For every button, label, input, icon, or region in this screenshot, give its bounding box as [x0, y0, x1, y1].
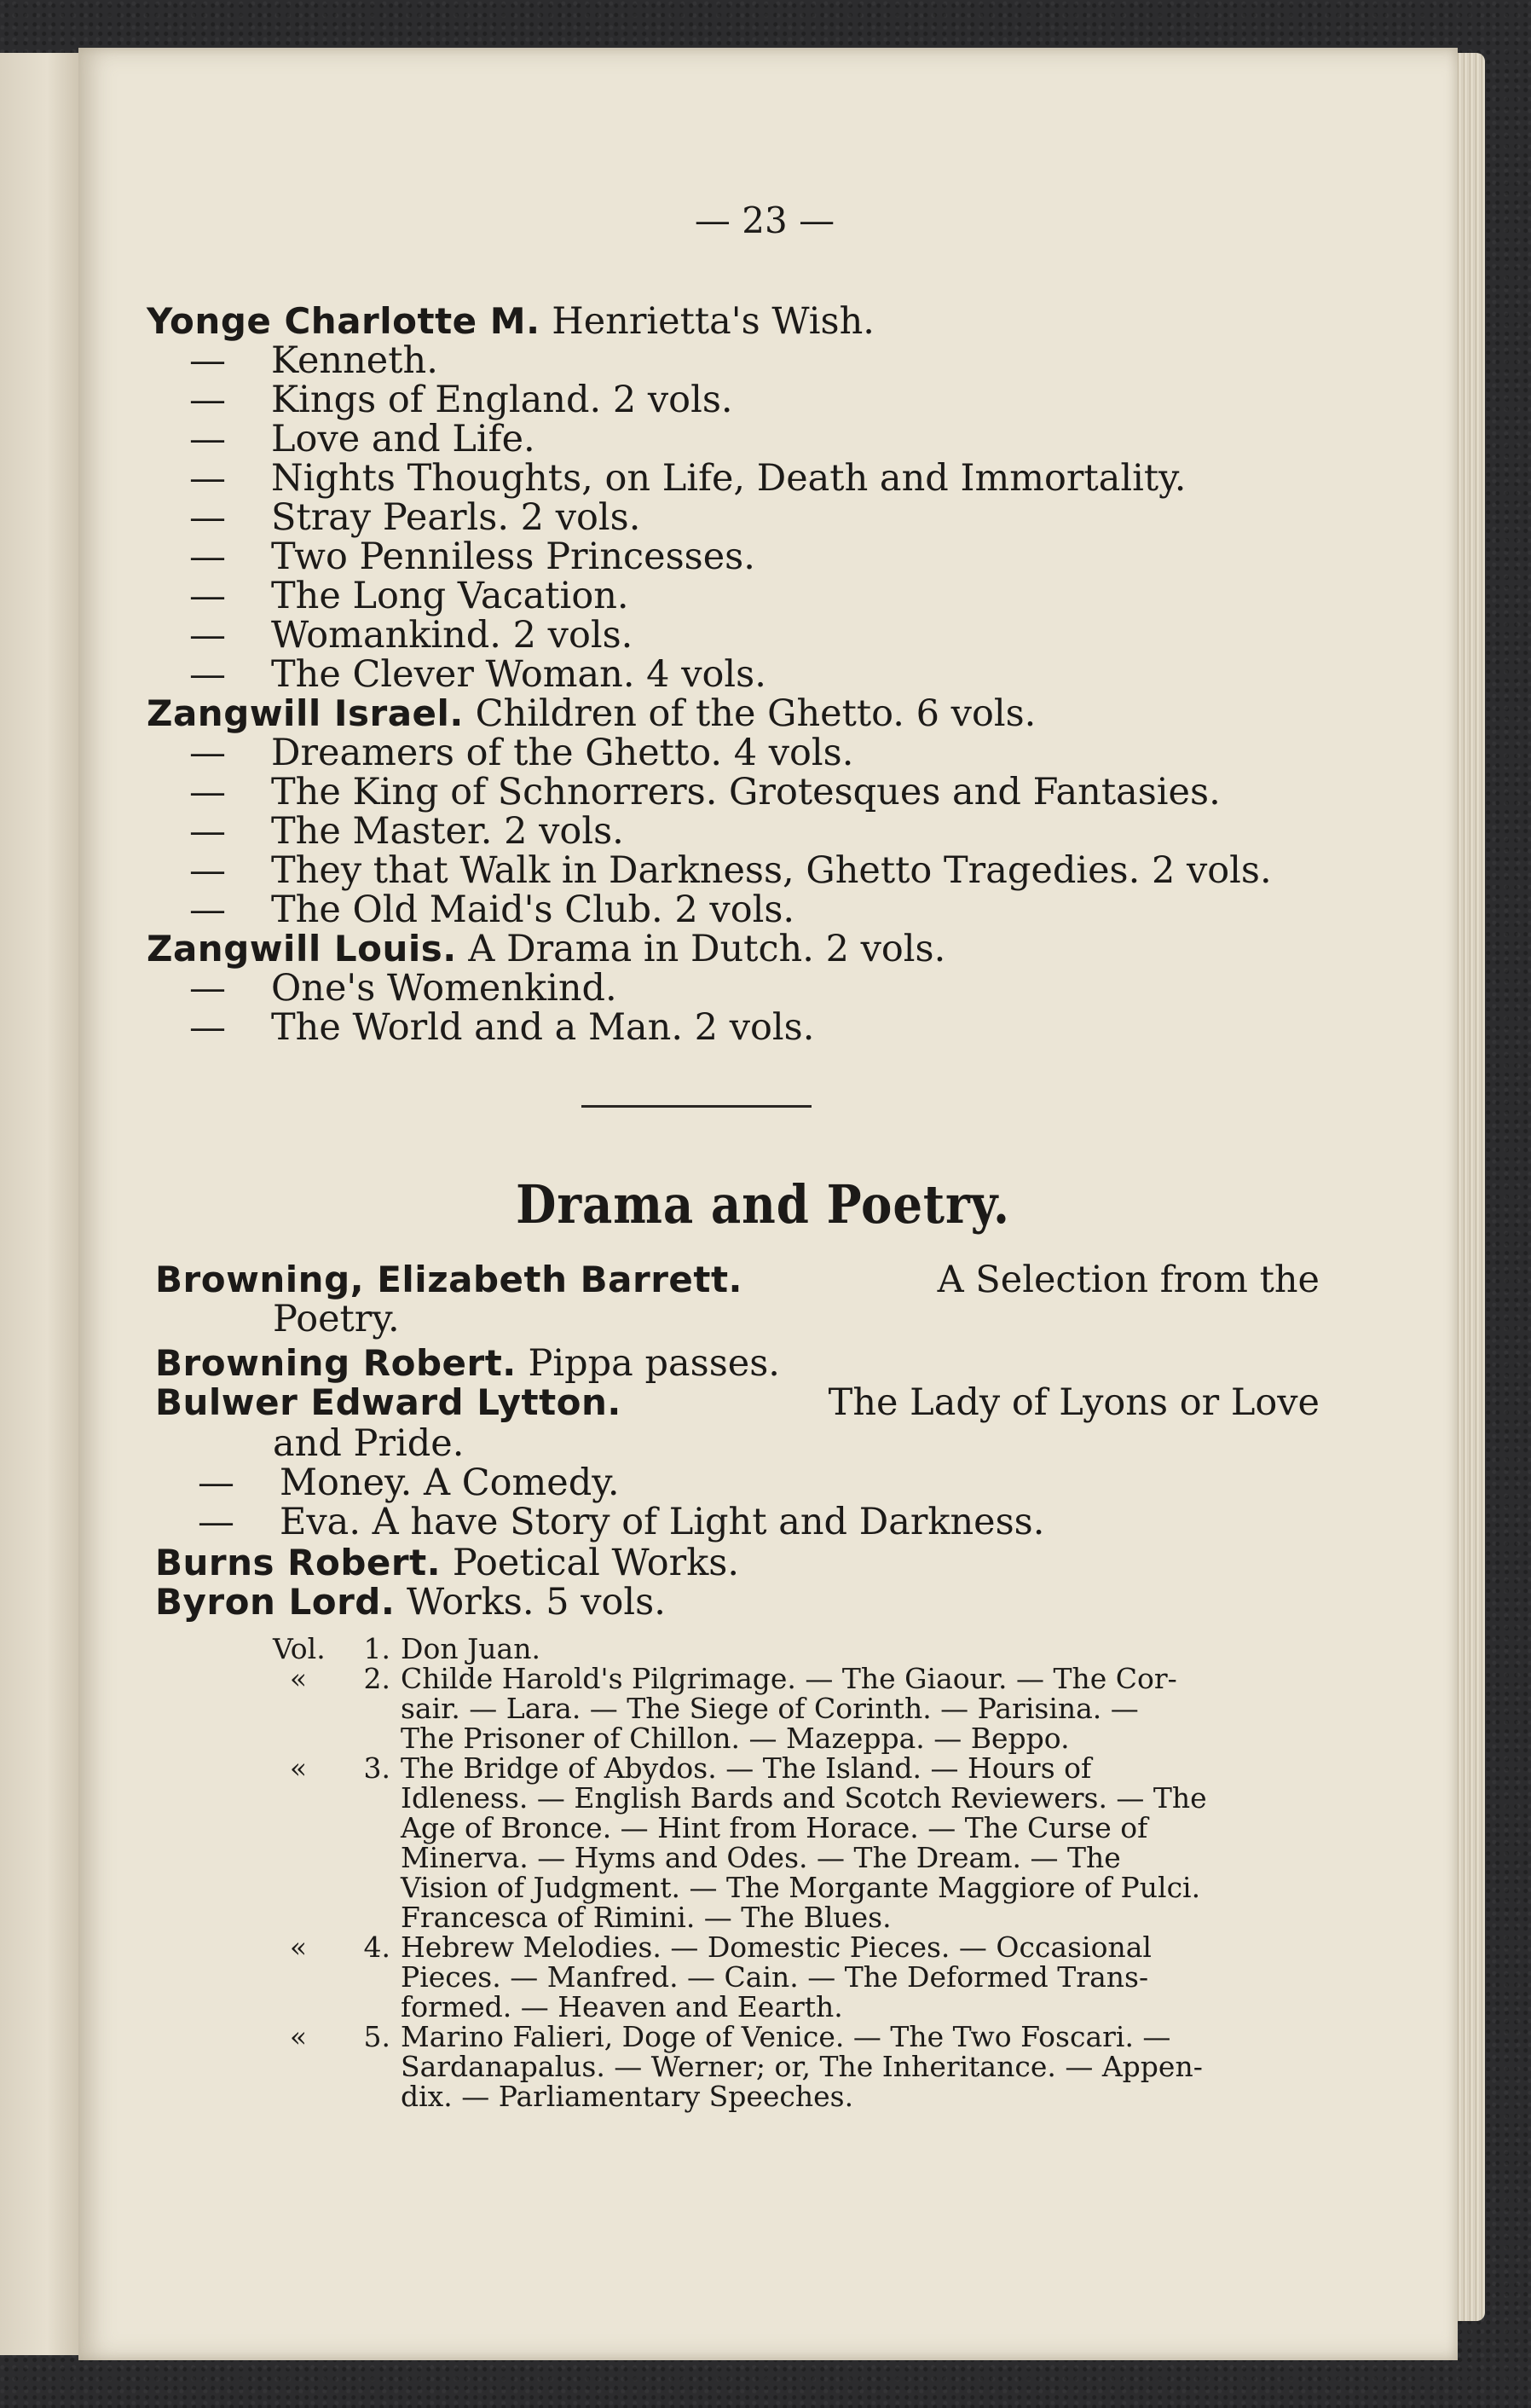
section-divider — [581, 1105, 812, 1108]
volume-contents — [401, 1753, 1253, 1932]
entry-browning-r — [155, 1344, 780, 1383]
volume-line: Minerva. — Hyms and Odes. — The Dream. — The — [401, 1841, 1121, 1874]
volume-contents — [401, 1932, 1253, 2022]
author-name: Zangwill Israel. — [147, 692, 464, 734]
volume-line: Sardanapalus. — Werner; or, The Inheritance. — Appen- — [401, 2050, 1203, 2083]
volume-line: sair. — Lara. — The Siege of Corinth. — Parisina. — — [401, 1692, 1139, 1725]
volume-prefix: « — [289, 1751, 308, 1785]
volume-entry — [273, 2022, 1253, 2111]
catalog-entry — [189, 890, 794, 929]
volume-label — [273, 1664, 401, 1753]
volume-prefix: « — [289, 2020, 308, 2053]
volume-line: Francesca of Rimini. — The Blues. — [401, 1901, 892, 1934]
ditto-dash: — — [198, 1501, 234, 1543]
entry-continuation: and Pride. — [273, 1422, 465, 1465]
volume-label — [273, 1634, 401, 1664]
ditto-dash: — — [189, 889, 226, 931]
ditto-dash: — — [189, 339, 226, 382]
volume-line: dix. — Parliamentary Speeches. — [401, 2080, 854, 2113]
catalog-entry — [189, 616, 633, 655]
entry-title: The King of Schnorrers. Grotesques and Fantasies. — [271, 771, 1221, 813]
volume-line: The Prisoner of Chillon. — Mazeppa. — Beppo. — [401, 1722, 1070, 1755]
catalog-entry — [189, 773, 1221, 812]
volume-line: Hebrew Melodies. — Domestic Pieces. — Occasional — [401, 1930, 1152, 1964]
ditto-dash: — — [189, 535, 226, 578]
page-number: — 23 — — [694, 200, 835, 241]
ditto-dash: — — [189, 653, 226, 696]
volume-line: formed. — Heaven and Eearth. — [401, 1990, 843, 2023]
entry-title: Money. A Comedy. — [280, 1462, 620, 1504]
ditto-dash: — — [189, 810, 226, 853]
ditto-dash: — — [189, 1006, 226, 1049]
entry-title: Nights Thoughts, on Life, Death and Immortality. — [271, 457, 1187, 500]
entry-title: The World and a Man. 2 vols. — [271, 1006, 815, 1049]
catalog-entry — [189, 851, 1272, 890]
volume-line: Pieces. — Manfred. — Cain. — The Deformed Trans- — [401, 1960, 1149, 1994]
entry-title: The Clever Woman. 4 vols. — [271, 653, 766, 696]
entry-title: Two Penniless Princesses. — [271, 535, 755, 578]
entry-browning-eb — [155, 1260, 1320, 1300]
volume-prefix: « — [289, 1662, 308, 1695]
entry-burns — [155, 1543, 739, 1583]
catalog-entry — [189, 459, 1186, 498]
entry-title: The Long Vacation. — [271, 575, 629, 617]
ditto-dash: — — [189, 849, 226, 892]
volume-line: Marino Falieri, Doge of Venice. — The Two Foscari. — — [401, 2020, 1171, 2053]
catalog-entry — [189, 969, 617, 1008]
page-content — [78, 48, 1458, 2360]
volume-prefix: « — [289, 1930, 308, 1964]
entry-title: A Selection from the — [937, 1259, 1320, 1301]
catalog-entry — [147, 302, 875, 341]
ditto-dash: — — [198, 1462, 234, 1504]
entry-title: They that Walk in Darkness, Ghetto Tragedies. 2 vols. — [271, 849, 1272, 892]
entry-title: The Old Maid's Club. 2 vols. — [271, 889, 795, 931]
volume-line: Age of Bronce. — Hint from Horace. — The Curse of — [401, 1811, 1148, 1844]
volume-number: 5. — [363, 2020, 390, 2053]
volume-line: Childe Harold's Pilgrimage. — The Giaour. — The Cor- — [401, 1662, 1177, 1695]
entry-title: Eva. A have Story of Light and Darkness. — [280, 1501, 1045, 1543]
entry-bulwer — [155, 1383, 1320, 1422]
author-name: Byron Lord. — [155, 1581, 396, 1623]
volume-number: 3. — [363, 1751, 390, 1785]
entry-title: Kenneth. — [271, 339, 438, 382]
entry-title: Children of the Ghetto. 6 vols. — [475, 692, 1037, 735]
ditto-dash: — — [189, 496, 226, 539]
book-page — [78, 48, 1458, 2360]
entry-title: Henrietta's Wish. — [552, 300, 875, 343]
catalog-entry — [189, 341, 438, 380]
volume-number: 4. — [363, 1930, 390, 1964]
catalog-entry — [189, 420, 535, 459]
catalog-entry — [189, 498, 640, 537]
entry-money — [198, 1463, 620, 1502]
author-name: Yonge Charlotte M. — [147, 300, 540, 342]
entry-title: One's Womenkind. — [271, 967, 617, 1010]
volume-number: 2. — [363, 1662, 390, 1695]
entry-title: Poetical Works. — [452, 1542, 740, 1584]
volume-line: Idleness. — English Bards and Scotch Reviewers. — The — [401, 1781, 1207, 1815]
catalog-entry — [189, 537, 755, 576]
catalog-entry — [147, 694, 1036, 733]
catalog-entry — [189, 655, 766, 694]
ditto-dash: — — [189, 771, 226, 813]
volume-contents — [401, 1634, 1253, 1664]
volume-label — [273, 1753, 401, 1932]
ditto-dash: — — [189, 967, 226, 1010]
ditto-dash: — — [189, 379, 226, 421]
volume-label — [273, 1932, 401, 2022]
author-name: Browning, Elizabeth Barrett. — [155, 1259, 743, 1300]
entry-title: Kings of England. 2 vols. — [271, 379, 733, 421]
entry-title: Pippa passes. — [528, 1342, 780, 1385]
author-name: Burns Robert. — [155, 1542, 442, 1583]
volume-label — [273, 2022, 401, 2111]
entry-title: The Lady of Lyons or Love — [828, 1381, 1320, 1424]
author-name: Browning Robert. — [155, 1342, 517, 1384]
volume-entry — [273, 1753, 1253, 1932]
volume-line: Don Juan. — [401, 1632, 540, 1665]
entry-title: Stray Pearls. 2 vols. — [271, 496, 641, 539]
volume-line: Vision of Judgment. — The Morgante Maggiore of Pulci. — [401, 1871, 1201, 1904]
volume-contents — [401, 1664, 1253, 1753]
entry-title: Womankind. 2 vols. — [271, 614, 633, 657]
entry-title: Love and Life. — [271, 418, 535, 460]
volume-entry — [273, 1664, 1253, 1753]
entry-title: A Drama in Dutch. 2 vols. — [468, 928, 946, 970]
volume-entry — [273, 1634, 1253, 1664]
ditto-dash: — — [189, 614, 226, 657]
entry-byron — [155, 1583, 666, 1622]
catalog-entry — [189, 380, 733, 420]
volume-number: 1. — [363, 1632, 390, 1665]
catalog-entry — [189, 1008, 814, 1047]
entry-title: The Master. 2 vols. — [271, 810, 624, 853]
ditto-dash: — — [189, 732, 226, 774]
catalog-entry — [189, 733, 853, 773]
volume-entry — [273, 1932, 1253, 2022]
entry-eva — [198, 1502, 1044, 1542]
volume-line: The Bridge of Abydos. — The Island. — Hours of — [401, 1751, 1092, 1785]
facing-page-edge — [0, 53, 80, 2355]
entry-title: Dreamers of the Ghetto. 4 vols. — [271, 732, 854, 774]
ditto-dash: — — [189, 457, 226, 500]
volume-prefix: Vol. — [273, 1632, 326, 1665]
catalog-entry — [189, 812, 624, 851]
volume-contents — [401, 2022, 1253, 2111]
entry-title: Works. 5 vols. — [407, 1581, 666, 1624]
ditto-dash: — — [189, 418, 226, 460]
author-name: Zangwill Louis. — [147, 928, 457, 970]
catalog-entry — [147, 929, 945, 969]
section-title: Drama and Poetry. — [516, 1173, 1010, 1236]
entry-continuation: Poetry. — [273, 1298, 400, 1340]
catalog-entry — [189, 576, 629, 616]
author-name: Bulwer Edward Lytton. — [155, 1381, 621, 1423]
ditto-dash: — — [189, 575, 226, 617]
